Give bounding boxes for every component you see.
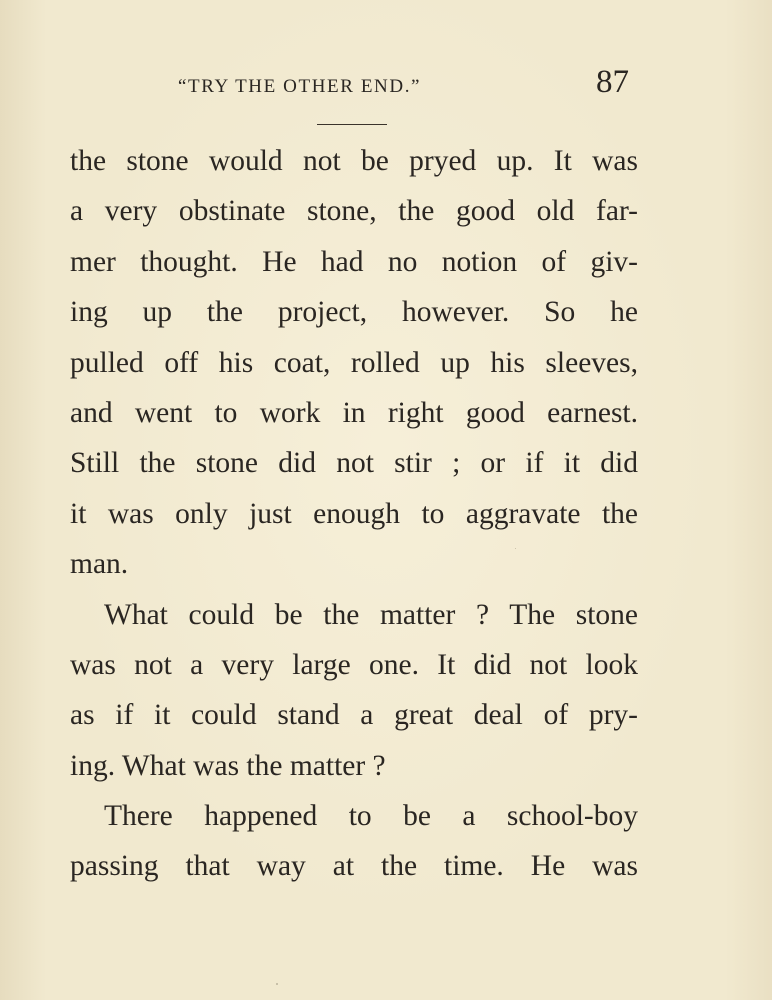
text-line: There happened to be a school-boy (104, 800, 638, 833)
text-line: passing that way at the time. He was (70, 850, 638, 883)
running-title: “TRY THE OTHER END.” (178, 76, 422, 97)
paper-speck (515, 548, 516, 549)
text-line: pulled off his coat, rolled up his sleeves, (70, 346, 638, 379)
text-line: What could be the matter ? The stone (104, 598, 638, 631)
running-head (0, 62, 772, 102)
text-line: mer thought. He had no notion of giv- (70, 245, 638, 278)
text-line: was not a very large one. It did not look (70, 648, 638, 681)
text-line: as if it could stand a great deal of pry- (70, 699, 638, 732)
text-line: the stone would not be pryed up. It was (70, 145, 638, 177)
header-divider (317, 124, 387, 125)
page-number: 87 (596, 64, 629, 100)
paper-speck (276, 983, 278, 985)
text-line: Still the stone did not stir ; or if it did (70, 447, 638, 480)
text-line: man. (70, 548, 129, 581)
text-line: and went to work in right good earnest. (70, 396, 638, 429)
text-line: ing. What was the matter ? (70, 749, 386, 782)
body-text (70, 136, 638, 892)
text-line: a very obstinate stone, the good old far- (70, 195, 638, 228)
text-line: ing up the project, however. So he (70, 296, 638, 329)
text-line: it was only just enough to aggravate the (70, 497, 638, 530)
